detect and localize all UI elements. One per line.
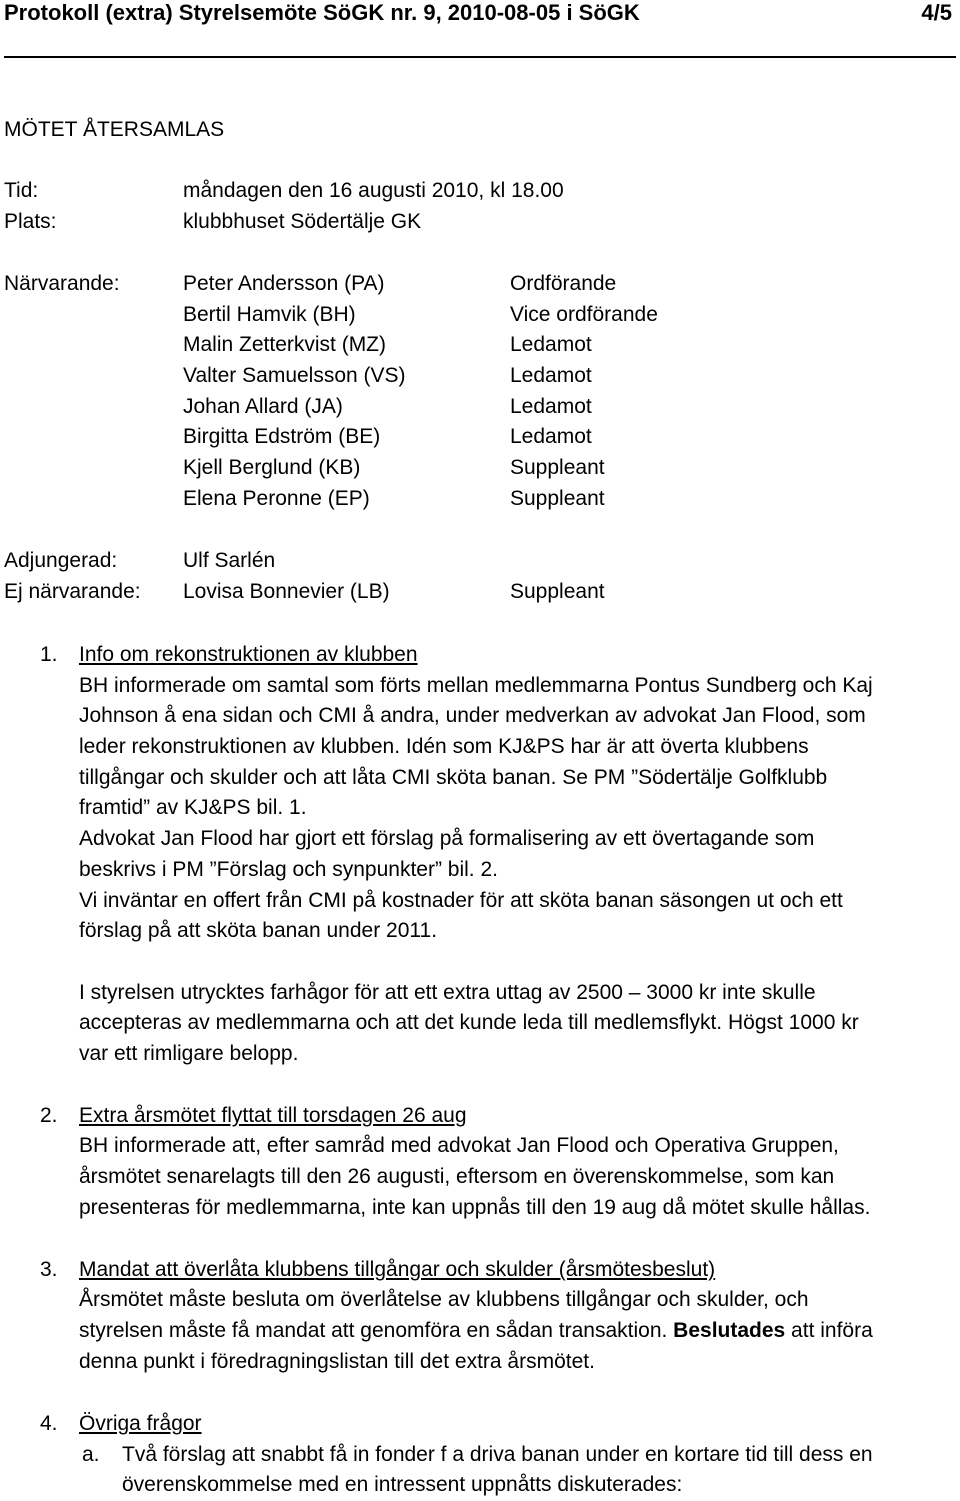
present-label: Närvarande: — [4, 272, 120, 295]
attendee-role: Ledamot — [510, 364, 592, 387]
paragraph-text: styrelsen måste få mandat att genomföra en sådan transaktion. — [79, 1319, 668, 1342]
time-value: måndagen den 16 augusti 2010, kl 18.00 — [183, 179, 564, 202]
decision-word: Beslutades — [673, 1319, 786, 1342]
attendee-name: Birgitta Edström (BE) — [183, 425, 381, 448]
paragraph-line: tillgångar och skulder och att låta CMI sköta banan. Se PM ”Södertälje Golfklubb — [79, 766, 828, 789]
paragraph-line: årsmötet senarelagts till den 26 augusti, eftersom en överenskommelse, som kan — [79, 1165, 835, 1188]
item-title: Extra årsmötet flyttat till torsdagen 26 aug — [79, 1104, 467, 1127]
item-number: 4. — [40, 1412, 58, 1435]
item-title: Övriga frågor — [79, 1412, 202, 1435]
decision-rest: att införa — [785, 1319, 873, 1342]
item-number: 1. — [40, 643, 58, 666]
item-title: Info om rekonstruktionen av klubben — [79, 643, 418, 666]
paragraph-line: BH informerade att, efter samråd med advokat Jan Flood och Operativa Gruppen, — [79, 1134, 839, 1157]
paragraph-line: Årsmötet måste besluta om överlåtelse av klubbens tillgångar och skulder, och — [79, 1288, 809, 1311]
attendee-role: Vice ordförande — [510, 303, 658, 326]
sub-item-line: överenskommelse med en intressent uppnåtts diskuterades: — [122, 1473, 683, 1496]
attendee-name: Malin Zetterkvist (MZ) — [183, 333, 387, 356]
paragraph-line: Vi inväntar en offert från CMI på kostnader för att sköta banan säsongen ut och ett — [79, 889, 843, 912]
attendee-role: Ledamot — [510, 395, 592, 418]
paragraph-line: framtid” av KJ&PS bil. 1. — [79, 796, 307, 819]
attendee-role: Suppleant — [510, 456, 605, 479]
time-label: Tid: — [4, 179, 39, 202]
paragraph-line: beskrivs i PM ”Förslag och synpunkter” bil. 2. — [79, 858, 498, 881]
absent-label: Ej närvarande: — [4, 580, 141, 603]
place-value: klubbhuset Södertälje GK — [183, 210, 422, 233]
paragraph-line: presenteras för medlemmarna, inte kan uppnås till den 19 aug då mötet skulle hållas. — [79, 1196, 871, 1219]
attendee-name: Johan Allard (JA) — [183, 395, 343, 418]
attendee-name: Peter Andersson (PA) — [183, 272, 385, 295]
paragraph-line: BH informerade om samtal som förts mellan medlemmarna Pontus Sundberg och Kaj — [79, 674, 873, 697]
paragraph-line: denna punkt i föredragningslistan till det extra årsmötet. — [79, 1350, 595, 1373]
adjunct-label: Adjungerad: — [4, 549, 118, 572]
attendee-role: Ledamot — [510, 425, 592, 448]
paragraph-line: Johnson å ena sidan och CMI å andra, under medverkan av advokat Jan Flood, som — [79, 704, 866, 727]
absent-name: Lovisa Bonnevier (LB) — [183, 580, 390, 603]
paragraph-line: leder rekonstruktionen av klubben. Idén som KJ&PS har är att överta klubbens — [79, 735, 809, 758]
sub-item-letter: a. — [82, 1443, 100, 1466]
paragraph-line: förslag på att sköta banan under 2011. — [79, 919, 438, 942]
header-divider — [4, 56, 956, 58]
absent-role: Suppleant — [510, 580, 605, 603]
paragraph-line: Advokat Jan Flood har gjort ett förslag på formalisering av ett övertagande som — [79, 827, 815, 850]
paragraph-line: var ett rimligare belopp. — [79, 1042, 299, 1065]
place-label: Plats: — [4, 210, 57, 233]
paragraph-line: accepteras av medlemmarna och att det kunde leda till medlemsflykt. Högst 1000 kr — [79, 1011, 859, 1034]
attendee-role: Ledamot — [510, 333, 592, 356]
item-number: 3. — [40, 1258, 58, 1281]
page-number: 4/5 — [921, 0, 952, 25]
header-title: Protokoll (extra) Styrelsemöte SöGK nr. 9, 2010-08-05 i SöGK — [4, 0, 640, 25]
paragraph-line — [79, 1316, 873, 1347]
attendee-name: Bertil Hamvik (BH) — [183, 303, 356, 326]
item-title: Mandat att överlåta klubbens tillgångar och skulder (årsmötesbeslut) — [79, 1258, 716, 1281]
attendee-name: Elena Peronne (EP) — [183, 487, 370, 510]
attendee-role: Suppleant — [510, 487, 605, 510]
section-title: MÖTET ÅTERSAMLAS — [4, 118, 225, 141]
attendee-name: Valter Samuelsson (VS) — [183, 364, 406, 387]
attendee-name: Kjell Berglund (KB) — [183, 456, 361, 479]
attendee-role: Ordförande — [510, 272, 617, 295]
item-number: 2. — [40, 1104, 58, 1127]
adjunct-name: Ulf Sarlén — [183, 549, 276, 572]
sub-item-line: Två förslag att snabbt få in fonder f a driva banan under en kortare tid till dess en — [122, 1443, 873, 1466]
paragraph-line: I styrelsen utrycktes farhågor för att ett extra uttag av 2500 – 3000 kr inte skulle — [79, 981, 816, 1004]
